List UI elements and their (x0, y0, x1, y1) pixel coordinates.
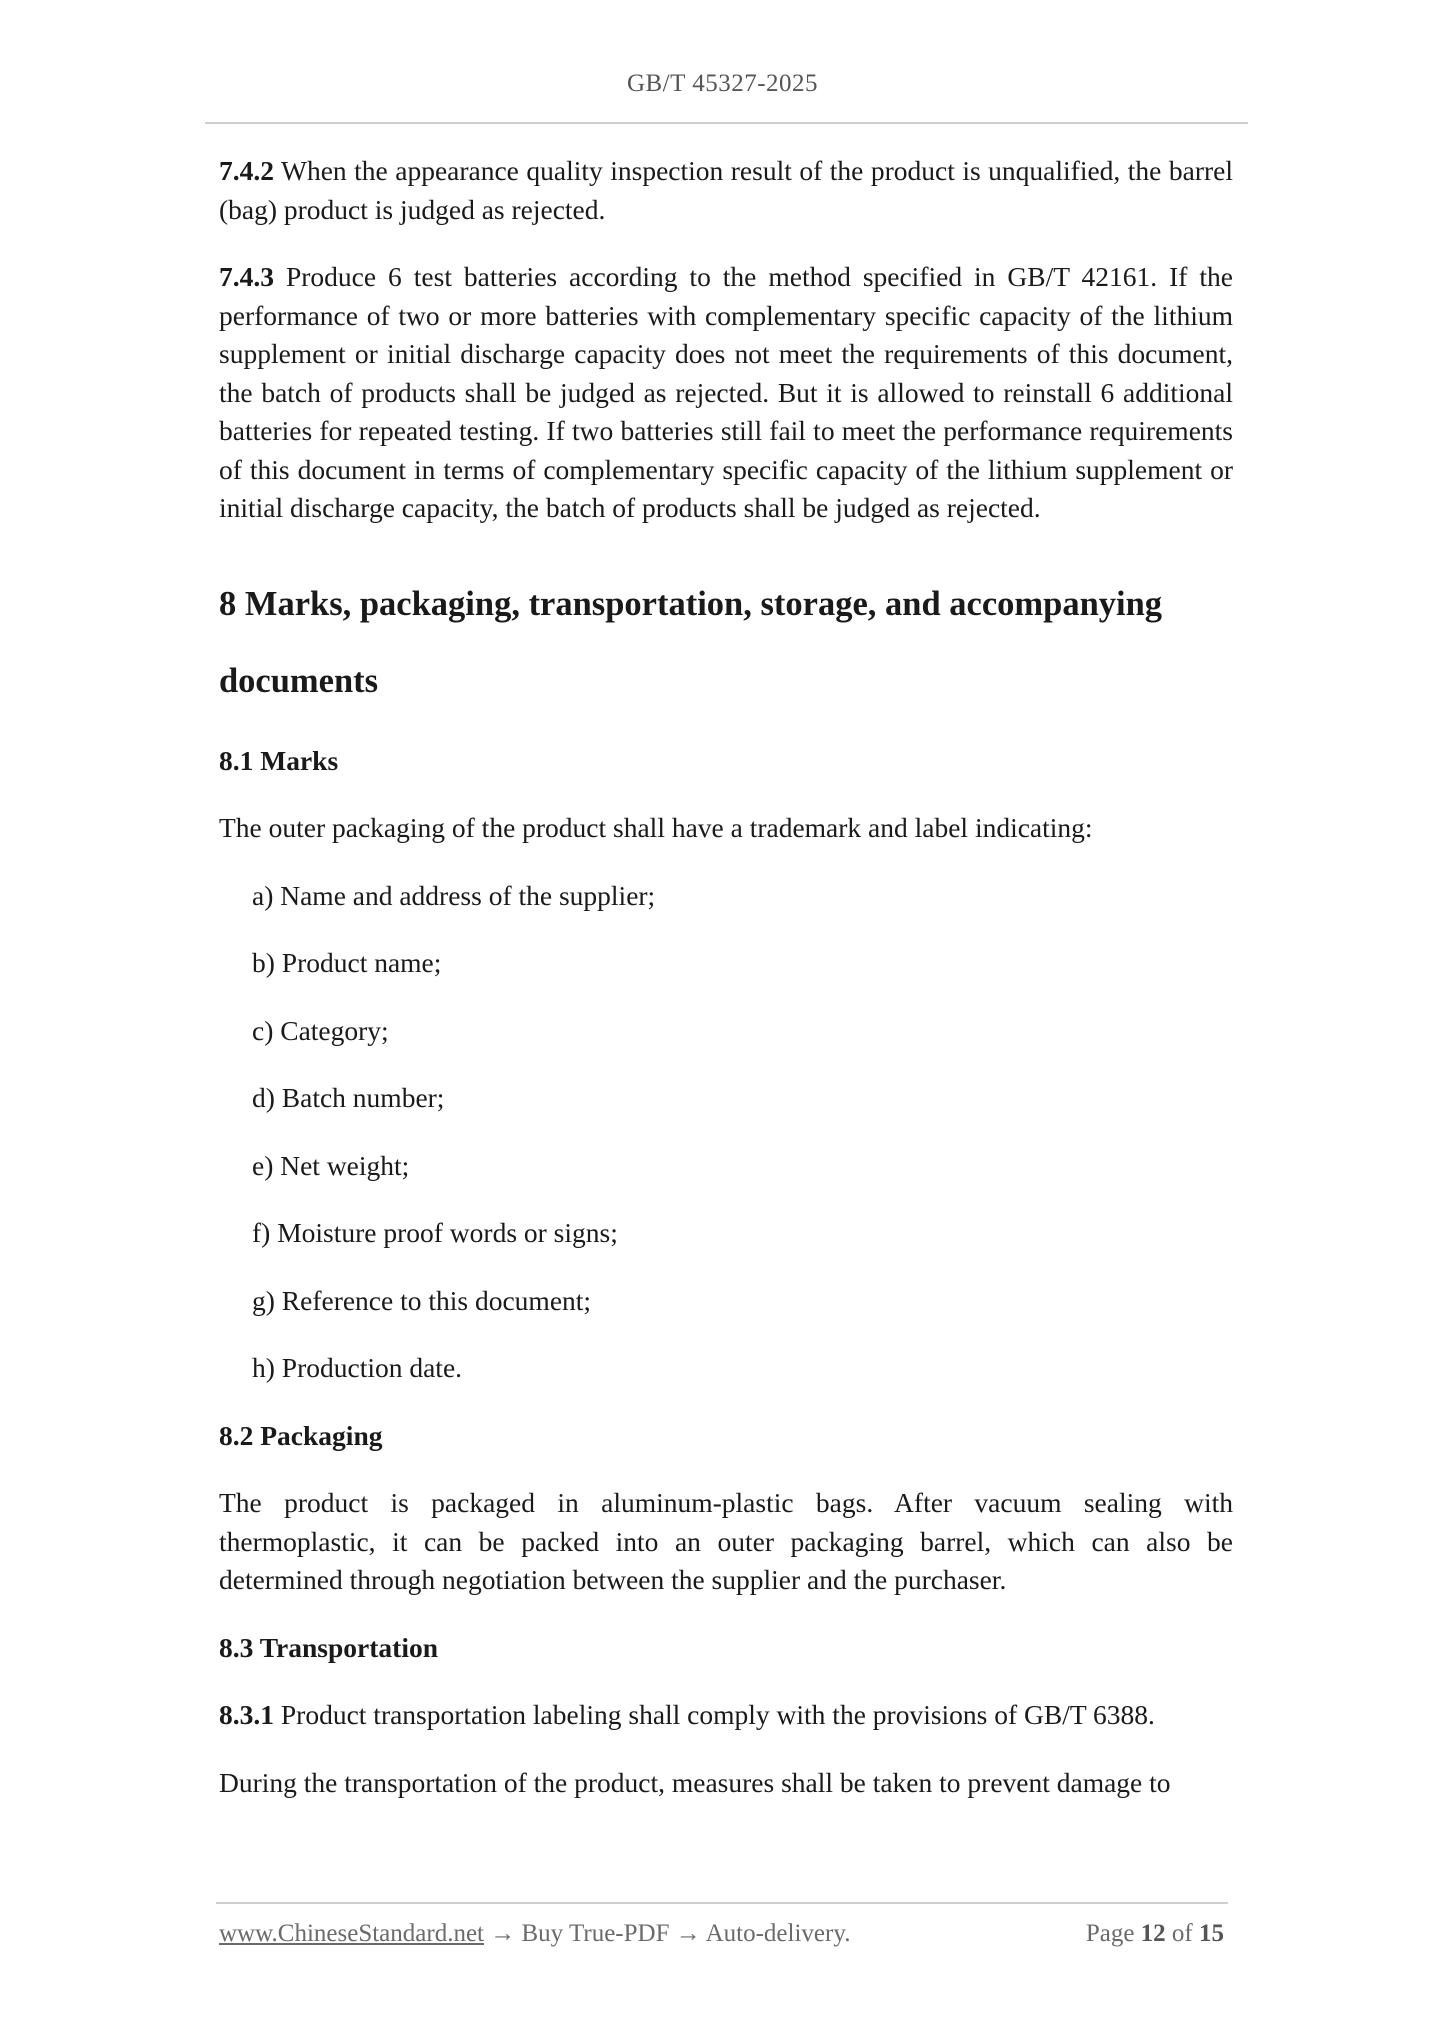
page-label: Page (1085, 1920, 1141, 1947)
page-of: of (1165, 1920, 1199, 1947)
footer-divider (216, 1902, 1228, 1904)
page-indicator (1086, 1920, 1224, 1948)
clause-text: Product transportation labeling shall comply with the provisions of GB/T 6388. (274, 1699, 1155, 1730)
section-8-heading (219, 566, 1233, 720)
packaging-text: The product is packaged in aluminum-plastic bags. After vacuum sealing with thermoplastic, it can be packed into an outer packaging barrel, which can also be determined through negotiation between the supplier and the purchaser. (219, 1487, 1233, 1595)
marks-intro: The outer packaging of the product shall have a trademark and label indicating: (219, 812, 1093, 843)
page-header-doc-id: GB/T 45327-2025 (626, 70, 819, 97)
list-item: g) Reference to this document; (252, 1284, 592, 1316)
page-current: 12 (1140, 1920, 1166, 1947)
heading-line-2: documents (219, 661, 379, 700)
list-item: a) Name and address of the supplier; (252, 879, 656, 911)
section-8-3-heading: 8.3 Transportation (219, 1631, 439, 1663)
list-item: d) Batch number; (252, 1082, 445, 1113)
header-divider (205, 122, 1248, 124)
page-total: 15 (1199, 1920, 1224, 1947)
clause-text: When the appearance quality inspection result of the product is unqualified, the barrel (bag) product is judged as rejected. (219, 155, 1233, 225)
clause-number: 8.3.1 (219, 1699, 274, 1730)
document-body (219, 152, 1233, 1802)
list-item: c) Category; (252, 1014, 389, 1046)
list-item: b) Product name; (252, 947, 442, 978)
clause-8-3-1 (219, 1696, 1233, 1735)
clause-7-4-3 (219, 258, 1233, 528)
clause-7-4-2 (219, 152, 1233, 229)
promo-text: → Buy True-PDF → Auto-delivery. (484, 1920, 851, 1947)
list-item: e) Net weight; (252, 1149, 410, 1181)
transportation-continuation: During the transportation of the product, measures shall be taken to prevent damage to (219, 1766, 1171, 1798)
list-item: f) Moisture proof words or signs; (252, 1217, 618, 1248)
clause-text: Produce 6 test batteries according to the method specified in GB/T 42161. If the performance of two or more batteries with complementary specific capacity of the lithium supplement or initial discharge capacity does not meet the requirements of this document, the batch of products shall be judged as rejected. But it is allowed to reinstall 6 additional batteries for repeated testing. If two batteries still fail to meet the performance requirements of this document in terms of complementary specific capacity of the lithium supplement or initial discharge capacity, the batch of products shall be judged as rejected. (219, 261, 1233, 523)
section-8-1-heading: 8.1 Marks (219, 744, 339, 776)
website-link[interactable]: www.ChineseStandard.net (219, 1920, 484, 1947)
list-item: h) Production date. (252, 1352, 463, 1383)
section-8-2-heading: 8.2 Packaging (219, 1419, 383, 1451)
heading-line-1: 8 Marks, packaging, transportation, storage, and accompanying (219, 584, 1163, 623)
footer-promo (219, 1920, 850, 1948)
clause-number: 7.4.3 (219, 261, 274, 292)
clause-number: 7.4.2 (219, 155, 274, 186)
